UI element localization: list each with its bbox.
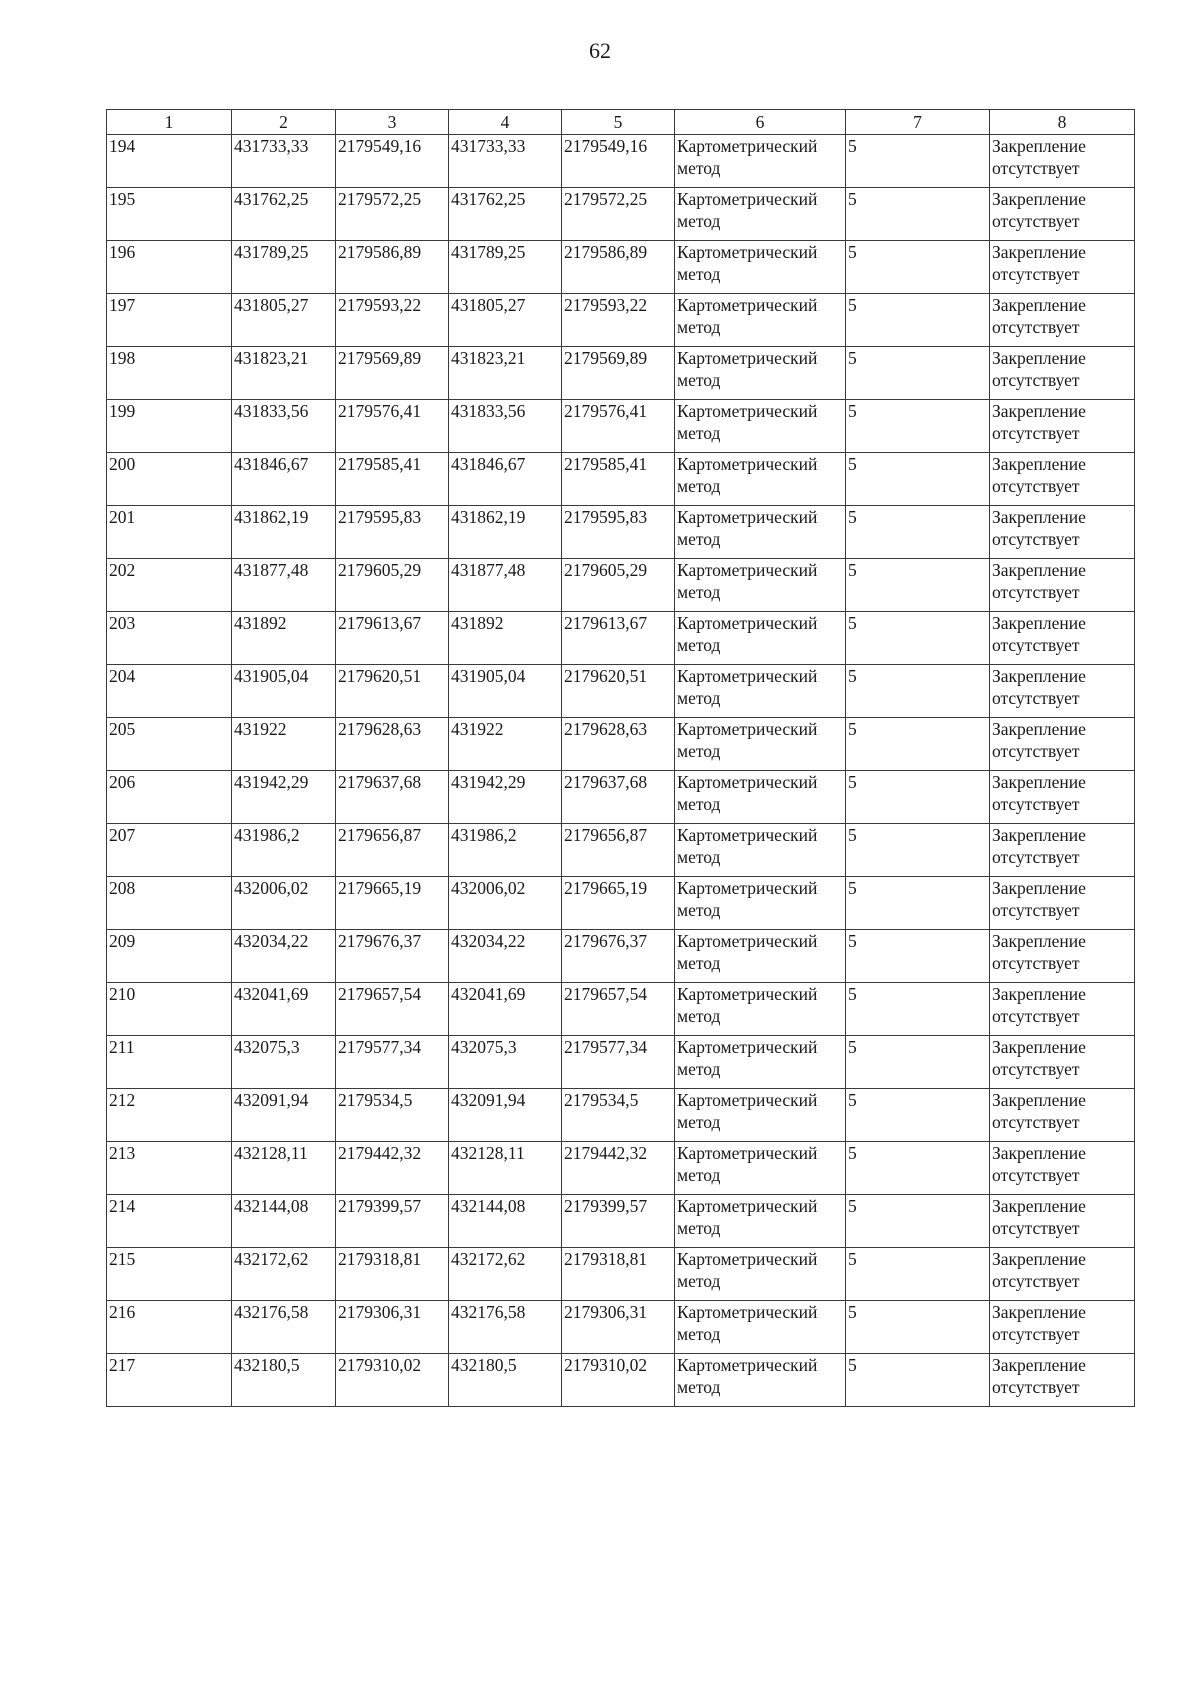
fixation-cell: Закрепление отсутствует [990, 506, 1135, 559]
y-coordinate-2-cell: 2179657,54 [562, 983, 675, 1036]
fixation-cell: Закрепление отсутствует [990, 400, 1135, 453]
x-coordinate-2-cell: 431986,2 [449, 824, 562, 877]
x-coordinate-2-cell: 431789,25 [449, 241, 562, 294]
x-coordinate-2-cell: 431823,21 [449, 347, 562, 400]
y-coordinate-cell: 2179569,89 [336, 347, 449, 400]
method-cell: Картометрический метод [675, 294, 846, 347]
y-coordinate-cell: 2179442,32 [336, 1142, 449, 1195]
x-coordinate-2-cell: 431862,19 [449, 506, 562, 559]
table-header-row [107, 110, 1135, 135]
x-coordinate-cell: 431877,48 [232, 559, 336, 612]
table-row [107, 1036, 1135, 1089]
y-coordinate-cell: 2179656,87 [336, 824, 449, 877]
method-cell: Картометрический метод [675, 347, 846, 400]
y-coordinate-2-cell: 2179613,67 [562, 612, 675, 665]
x-coordinate-cell: 431862,19 [232, 506, 336, 559]
y-coordinate-cell: 2179549,16 [336, 135, 449, 188]
table-row [107, 1142, 1135, 1195]
method-cell: Картометрический метод [675, 506, 846, 559]
fixation-cell: Закрепление отсутствует [990, 559, 1135, 612]
point-number-cell: 215 [107, 1248, 232, 1301]
point-number-cell: 213 [107, 1142, 232, 1195]
column-header-1: 1 [107, 110, 232, 135]
accuracy-cell: 5 [846, 241, 990, 294]
accuracy-cell: 5 [846, 824, 990, 877]
table-row [107, 718, 1135, 771]
y-coordinate-2-cell: 2179656,87 [562, 824, 675, 877]
accuracy-cell: 5 [846, 930, 990, 983]
x-coordinate-2-cell: 431762,25 [449, 188, 562, 241]
point-number-cell: 202 [107, 559, 232, 612]
point-number-cell: 208 [107, 877, 232, 930]
x-coordinate-cell: 432144,08 [232, 1195, 336, 1248]
point-number-cell: 194 [107, 135, 232, 188]
point-number-cell: 207 [107, 824, 232, 877]
fixation-cell: Закрепление отсутствует [990, 1301, 1135, 1354]
x-coordinate-2-cell: 432176,58 [449, 1301, 562, 1354]
point-number-cell: 200 [107, 453, 232, 506]
accuracy-cell: 5 [846, 1142, 990, 1195]
fixation-cell: Закрепление отсутствует [990, 771, 1135, 824]
fixation-cell: Закрепление отсутствует [990, 188, 1135, 241]
method-cell: Картометрический метод [675, 1301, 846, 1354]
fixation-cell: Закрепление отсутствует [990, 1089, 1135, 1142]
accuracy-cell: 5 [846, 877, 990, 930]
fixation-cell: Закрепление отсутствует [990, 453, 1135, 506]
y-coordinate-cell: 2179399,57 [336, 1195, 449, 1248]
fixation-cell: Закрепление отсутствует [990, 665, 1135, 718]
y-coordinate-2-cell: 2179593,22 [562, 294, 675, 347]
x-coordinate-cell: 431762,25 [232, 188, 336, 241]
table-row [107, 294, 1135, 347]
point-number-cell: 217 [107, 1354, 232, 1407]
method-cell: Картометрический метод [675, 400, 846, 453]
y-coordinate-cell: 2179586,89 [336, 241, 449, 294]
table-row [107, 824, 1135, 877]
x-coordinate-2-cell: 431833,56 [449, 400, 562, 453]
fixation-cell: Закрепление отсутствует [990, 718, 1135, 771]
method-cell: Картометрический метод [675, 1248, 846, 1301]
table-row [107, 506, 1135, 559]
x-coordinate-cell: 431733,33 [232, 135, 336, 188]
method-cell: Картометрический метод [675, 665, 846, 718]
x-coordinate-cell: 432034,22 [232, 930, 336, 983]
point-number-cell: 206 [107, 771, 232, 824]
point-number-cell: 203 [107, 612, 232, 665]
y-coordinate-2-cell: 2179549,16 [562, 135, 675, 188]
accuracy-cell: 5 [846, 1089, 990, 1142]
accuracy-cell: 5 [846, 665, 990, 718]
fixation-cell: Закрепление отсутствует [990, 135, 1135, 188]
y-coordinate-cell: 2179572,25 [336, 188, 449, 241]
method-cell: Картометрический метод [675, 453, 846, 506]
y-coordinate-cell: 2179306,31 [336, 1301, 449, 1354]
x-coordinate-cell: 431905,04 [232, 665, 336, 718]
accuracy-cell: 5 [846, 294, 990, 347]
table-row [107, 612, 1135, 665]
column-header-2: 2 [232, 110, 336, 135]
method-cell: Картометрический метод [675, 188, 846, 241]
x-coordinate-cell: 431986,2 [232, 824, 336, 877]
x-coordinate-2-cell: 431877,48 [449, 559, 562, 612]
table-row [107, 1248, 1135, 1301]
x-coordinate-2-cell: 432172,62 [449, 1248, 562, 1301]
method-cell: Картометрический метод [675, 1089, 846, 1142]
fixation-cell: Закрепление отсутствует [990, 1036, 1135, 1089]
y-coordinate-cell: 2179534,5 [336, 1089, 449, 1142]
y-coordinate-2-cell: 2179318,81 [562, 1248, 675, 1301]
point-number-cell: 197 [107, 294, 232, 347]
column-header-4: 4 [449, 110, 562, 135]
x-coordinate-cell: 431922 [232, 718, 336, 771]
method-cell: Картометрический метод [675, 877, 846, 930]
method-cell: Картометрический метод [675, 559, 846, 612]
fixation-cell: Закрепление отсутствует [990, 930, 1135, 983]
y-coordinate-2-cell: 2179576,41 [562, 400, 675, 453]
accuracy-cell: 5 [846, 188, 990, 241]
y-coordinate-cell: 2179628,63 [336, 718, 449, 771]
y-coordinate-2-cell: 2179605,29 [562, 559, 675, 612]
y-coordinate-cell: 2179676,37 [336, 930, 449, 983]
y-coordinate-cell: 2179657,54 [336, 983, 449, 1036]
column-header-8: 8 [990, 110, 1135, 135]
x-coordinate-2-cell: 432091,94 [449, 1089, 562, 1142]
point-number-cell: 211 [107, 1036, 232, 1089]
accuracy-cell: 5 [846, 1301, 990, 1354]
y-coordinate-cell: 2179585,41 [336, 453, 449, 506]
y-coordinate-2-cell: 2179306,31 [562, 1301, 675, 1354]
table-row [107, 1195, 1135, 1248]
method-cell: Картометрический метод [675, 771, 846, 824]
x-coordinate-cell: 431823,21 [232, 347, 336, 400]
fixation-cell: Закрепление отсутствует [990, 347, 1135, 400]
y-coordinate-cell: 2179620,51 [336, 665, 449, 718]
y-coordinate-2-cell: 2179399,57 [562, 1195, 675, 1248]
point-number-cell: 205 [107, 718, 232, 771]
x-coordinate-2-cell: 432128,11 [449, 1142, 562, 1195]
x-coordinate-cell: 431833,56 [232, 400, 336, 453]
accuracy-cell: 5 [846, 983, 990, 1036]
table-row [107, 1089, 1135, 1142]
method-cell: Картометрический метод [675, 135, 846, 188]
column-header-6: 6 [675, 110, 846, 135]
y-coordinate-cell: 2179605,29 [336, 559, 449, 612]
accuracy-cell: 5 [846, 1036, 990, 1089]
y-coordinate-2-cell: 2179534,5 [562, 1089, 675, 1142]
x-coordinate-cell: 431846,67 [232, 453, 336, 506]
y-coordinate-2-cell: 2179442,32 [562, 1142, 675, 1195]
point-number-cell: 201 [107, 506, 232, 559]
y-coordinate-2-cell: 2179620,51 [562, 665, 675, 718]
x-coordinate-2-cell: 432144,08 [449, 1195, 562, 1248]
x-coordinate-2-cell: 432075,3 [449, 1036, 562, 1089]
x-coordinate-cell: 432041,69 [232, 983, 336, 1036]
accuracy-cell: 5 [846, 400, 990, 453]
x-coordinate-2-cell: 432034,22 [449, 930, 562, 983]
point-number-cell: 214 [107, 1195, 232, 1248]
y-coordinate-cell: 2179577,34 [336, 1036, 449, 1089]
x-coordinate-2-cell: 431922 [449, 718, 562, 771]
x-coordinate-cell: 431942,29 [232, 771, 336, 824]
method-cell: Картометрический метод [675, 718, 846, 771]
fixation-cell: Закрепление отсутствует [990, 241, 1135, 294]
method-cell: Картометрический метод [675, 612, 846, 665]
x-coordinate-2-cell: 431905,04 [449, 665, 562, 718]
y-coordinate-cell: 2179613,67 [336, 612, 449, 665]
page-number: 62 [589, 38, 611, 63]
y-coordinate-2-cell: 2179310,02 [562, 1354, 675, 1407]
y-coordinate-2-cell: 2179569,89 [562, 347, 675, 400]
x-coordinate-2-cell: 431805,27 [449, 294, 562, 347]
point-number-cell: 204 [107, 665, 232, 718]
y-coordinate-2-cell: 2179586,89 [562, 241, 675, 294]
method-cell: Картометрический метод [675, 1195, 846, 1248]
table-body [107, 135, 1135, 1407]
y-coordinate-2-cell: 2179585,41 [562, 453, 675, 506]
y-coordinate-cell: 2179318,81 [336, 1248, 449, 1301]
x-coordinate-2-cell: 431846,67 [449, 453, 562, 506]
point-number-cell: 209 [107, 930, 232, 983]
x-coordinate-cell: 432172,62 [232, 1248, 336, 1301]
column-header-7: 7 [846, 110, 990, 135]
fixation-cell: Закрепление отсутствует [990, 1248, 1135, 1301]
method-cell: Картометрический метод [675, 1036, 846, 1089]
point-number-cell: 198 [107, 347, 232, 400]
accuracy-cell: 5 [846, 771, 990, 824]
x-coordinate-2-cell: 431892 [449, 612, 562, 665]
point-number-cell: 195 [107, 188, 232, 241]
accuracy-cell: 5 [846, 1354, 990, 1407]
x-coordinate-cell: 431892 [232, 612, 336, 665]
accuracy-cell: 5 [846, 559, 990, 612]
accuracy-cell: 5 [846, 347, 990, 400]
table-row [107, 135, 1135, 188]
x-coordinate-2-cell: 432041,69 [449, 983, 562, 1036]
point-number-cell: 216 [107, 1301, 232, 1354]
table-row [107, 453, 1135, 506]
y-coordinate-cell: 2179593,22 [336, 294, 449, 347]
table-row [107, 400, 1135, 453]
column-header-3: 3 [336, 110, 449, 135]
y-coordinate-2-cell: 2179628,63 [562, 718, 675, 771]
table-row [107, 241, 1135, 294]
fixation-cell: Закрепление отсутствует [990, 824, 1135, 877]
method-cell: Картометрический метод [675, 983, 846, 1036]
x-coordinate-cell: 432006,02 [232, 877, 336, 930]
point-number-cell: 212 [107, 1089, 232, 1142]
table-row [107, 930, 1135, 983]
coordinates-table [106, 109, 1135, 1407]
y-coordinate-2-cell: 2179577,34 [562, 1036, 675, 1089]
y-coordinate-cell: 2179576,41 [336, 400, 449, 453]
table-row [107, 559, 1135, 612]
y-coordinate-2-cell: 2179572,25 [562, 188, 675, 241]
x-coordinate-cell: 432180,5 [232, 1354, 336, 1407]
x-coordinate-cell: 432176,58 [232, 1301, 336, 1354]
table-row [107, 1354, 1135, 1407]
table-row [107, 665, 1135, 718]
method-cell: Картометрический метод [675, 824, 846, 877]
point-number-cell: 199 [107, 400, 232, 453]
y-coordinate-cell: 2179665,19 [336, 877, 449, 930]
accuracy-cell: 5 [846, 453, 990, 506]
y-coordinate-2-cell: 2179595,83 [562, 506, 675, 559]
accuracy-cell: 5 [846, 612, 990, 665]
method-cell: Картометрический метод [675, 930, 846, 983]
fixation-cell: Закрепление отсутствует [990, 612, 1135, 665]
x-coordinate-cell: 432091,94 [232, 1089, 336, 1142]
accuracy-cell: 5 [846, 718, 990, 771]
accuracy-cell: 5 [846, 135, 990, 188]
fixation-cell: Закрепление отсутствует [990, 1195, 1135, 1248]
y-coordinate-2-cell: 2179637,68 [562, 771, 675, 824]
fixation-cell: Закрепление отсутствует [990, 1142, 1135, 1195]
x-coordinate-2-cell: 431942,29 [449, 771, 562, 824]
x-coordinate-cell: 431805,27 [232, 294, 336, 347]
column-header-5: 5 [562, 110, 675, 135]
y-coordinate-2-cell: 2179665,19 [562, 877, 675, 930]
fixation-cell: Закрепление отсутствует [990, 1354, 1135, 1407]
method-cell: Картометрический метод [675, 1142, 846, 1195]
x-coordinate-2-cell: 432180,5 [449, 1354, 562, 1407]
point-number-cell: 210 [107, 983, 232, 1036]
accuracy-cell: 5 [846, 506, 990, 559]
fixation-cell: Закрепление отсутствует [990, 294, 1135, 347]
x-coordinate-2-cell: 431733,33 [449, 135, 562, 188]
method-cell: Картометрический метод [675, 1354, 846, 1407]
fixation-cell: Закрепление отсутствует [990, 983, 1135, 1036]
x-coordinate-cell: 432128,11 [232, 1142, 336, 1195]
accuracy-cell: 5 [846, 1248, 990, 1301]
table-row [107, 188, 1135, 241]
fixation-cell: Закрепление отсутствует [990, 877, 1135, 930]
x-coordinate-2-cell: 432006,02 [449, 877, 562, 930]
method-cell: Картометрический метод [675, 241, 846, 294]
table-row [107, 771, 1135, 824]
table-row [107, 1301, 1135, 1354]
y-coordinate-cell: 2179637,68 [336, 771, 449, 824]
table-row [107, 347, 1135, 400]
table-row [107, 877, 1135, 930]
accuracy-cell: 5 [846, 1195, 990, 1248]
point-number-cell: 196 [107, 241, 232, 294]
table-row [107, 983, 1135, 1036]
y-coordinate-2-cell: 2179676,37 [562, 930, 675, 983]
y-coordinate-cell: 2179310,02 [336, 1354, 449, 1407]
x-coordinate-cell: 432075,3 [232, 1036, 336, 1089]
y-coordinate-cell: 2179595,83 [336, 506, 449, 559]
x-coordinate-cell: 431789,25 [232, 241, 336, 294]
